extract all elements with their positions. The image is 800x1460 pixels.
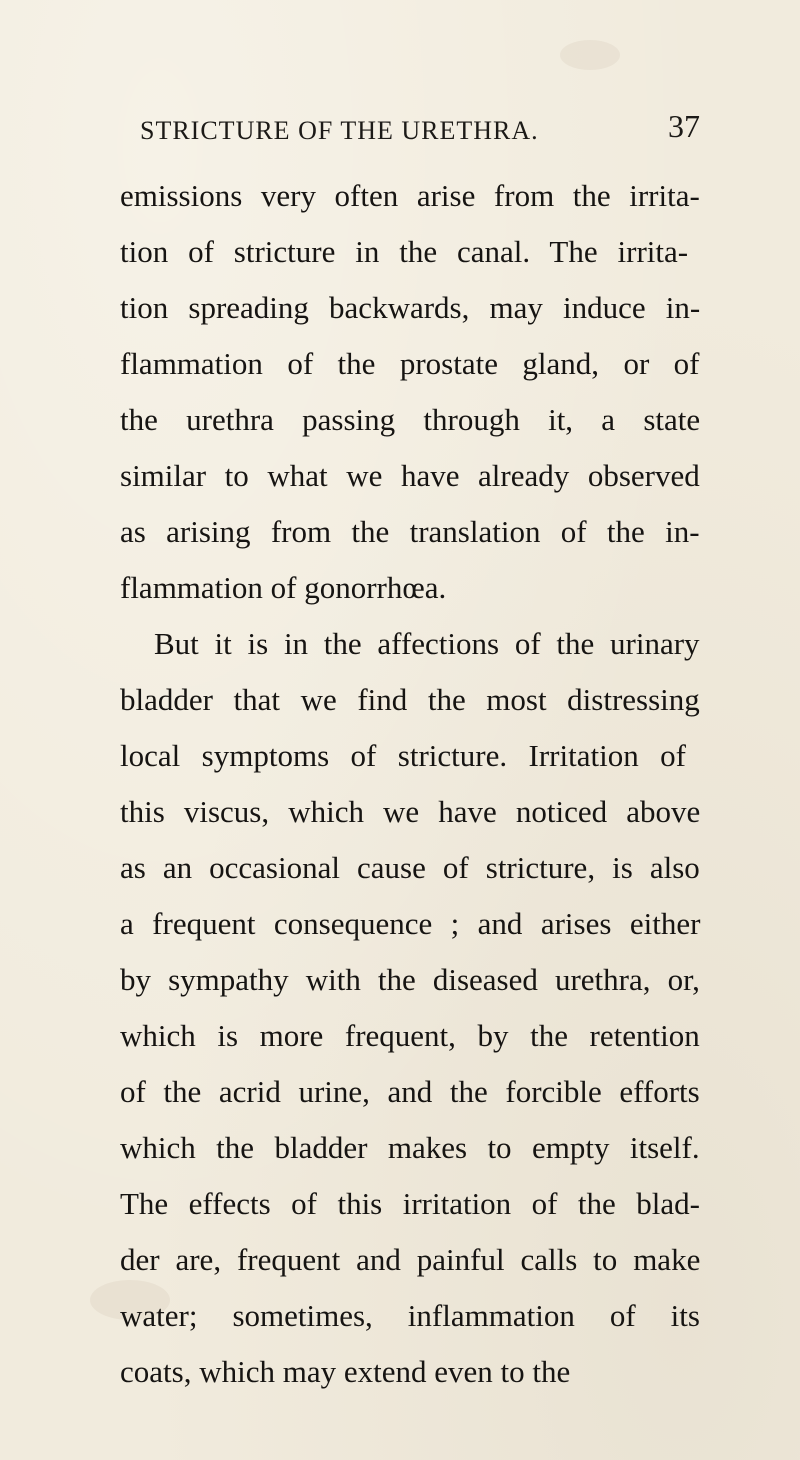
running-head — [140, 108, 700, 152]
text-line: flammation of the prostate gland, or of — [120, 346, 700, 381]
text-line: The effects of this irritation of the blad- — [120, 1186, 700, 1221]
running-title: STRICTURE OF THE URETHRA. — [140, 116, 539, 145]
text-line: as arising from the translation of the in- — [120, 514, 700, 549]
text-line: by sympathy with the diseased urethra, or, — [120, 962, 700, 997]
text-line: similar to what we have already observed — [120, 458, 700, 493]
text-line: the urethra passing through it, a state — [120, 402, 701, 437]
text-line: water; sometimes, inflammation of its — [120, 1298, 700, 1333]
text-line: coats, which may extend even to the — [120, 1354, 571, 1389]
text-line: flammation of gonorrhœa. — [120, 570, 447, 605]
text-line: tion of stricture in the canal. The irrita- — [120, 234, 689, 269]
text-line: of the acrid urine, and the forcible efforts — [120, 1074, 700, 1109]
text-line: which the bladder makes to empty itself. — [120, 1130, 700, 1165]
text-line: der are, frequent and painful calls to make — [120, 1242, 701, 1277]
text-line: But it is in the affections of the urinary — [154, 626, 700, 661]
text-line: a frequent consequence ; and arises either — [120, 906, 701, 941]
text-line: this viscus, which we have noticed above — [120, 794, 701, 829]
page-number: 37 — [668, 108, 700, 144]
text-line: local symptoms of stricture. Irritation of — [120, 738, 686, 773]
text-line: which is more frequent, by the retention — [120, 1018, 700, 1053]
text-line: as an occasional cause of stricture, is also — [120, 850, 700, 885]
text-line: emissions very often arise from the irrita- — [120, 178, 700, 213]
text-line: tion spreading backwards, may induce in- — [120, 290, 701, 325]
text-line: bladder that we find the most distressing — [120, 682, 700, 717]
paper-stain — [560, 40, 620, 70]
